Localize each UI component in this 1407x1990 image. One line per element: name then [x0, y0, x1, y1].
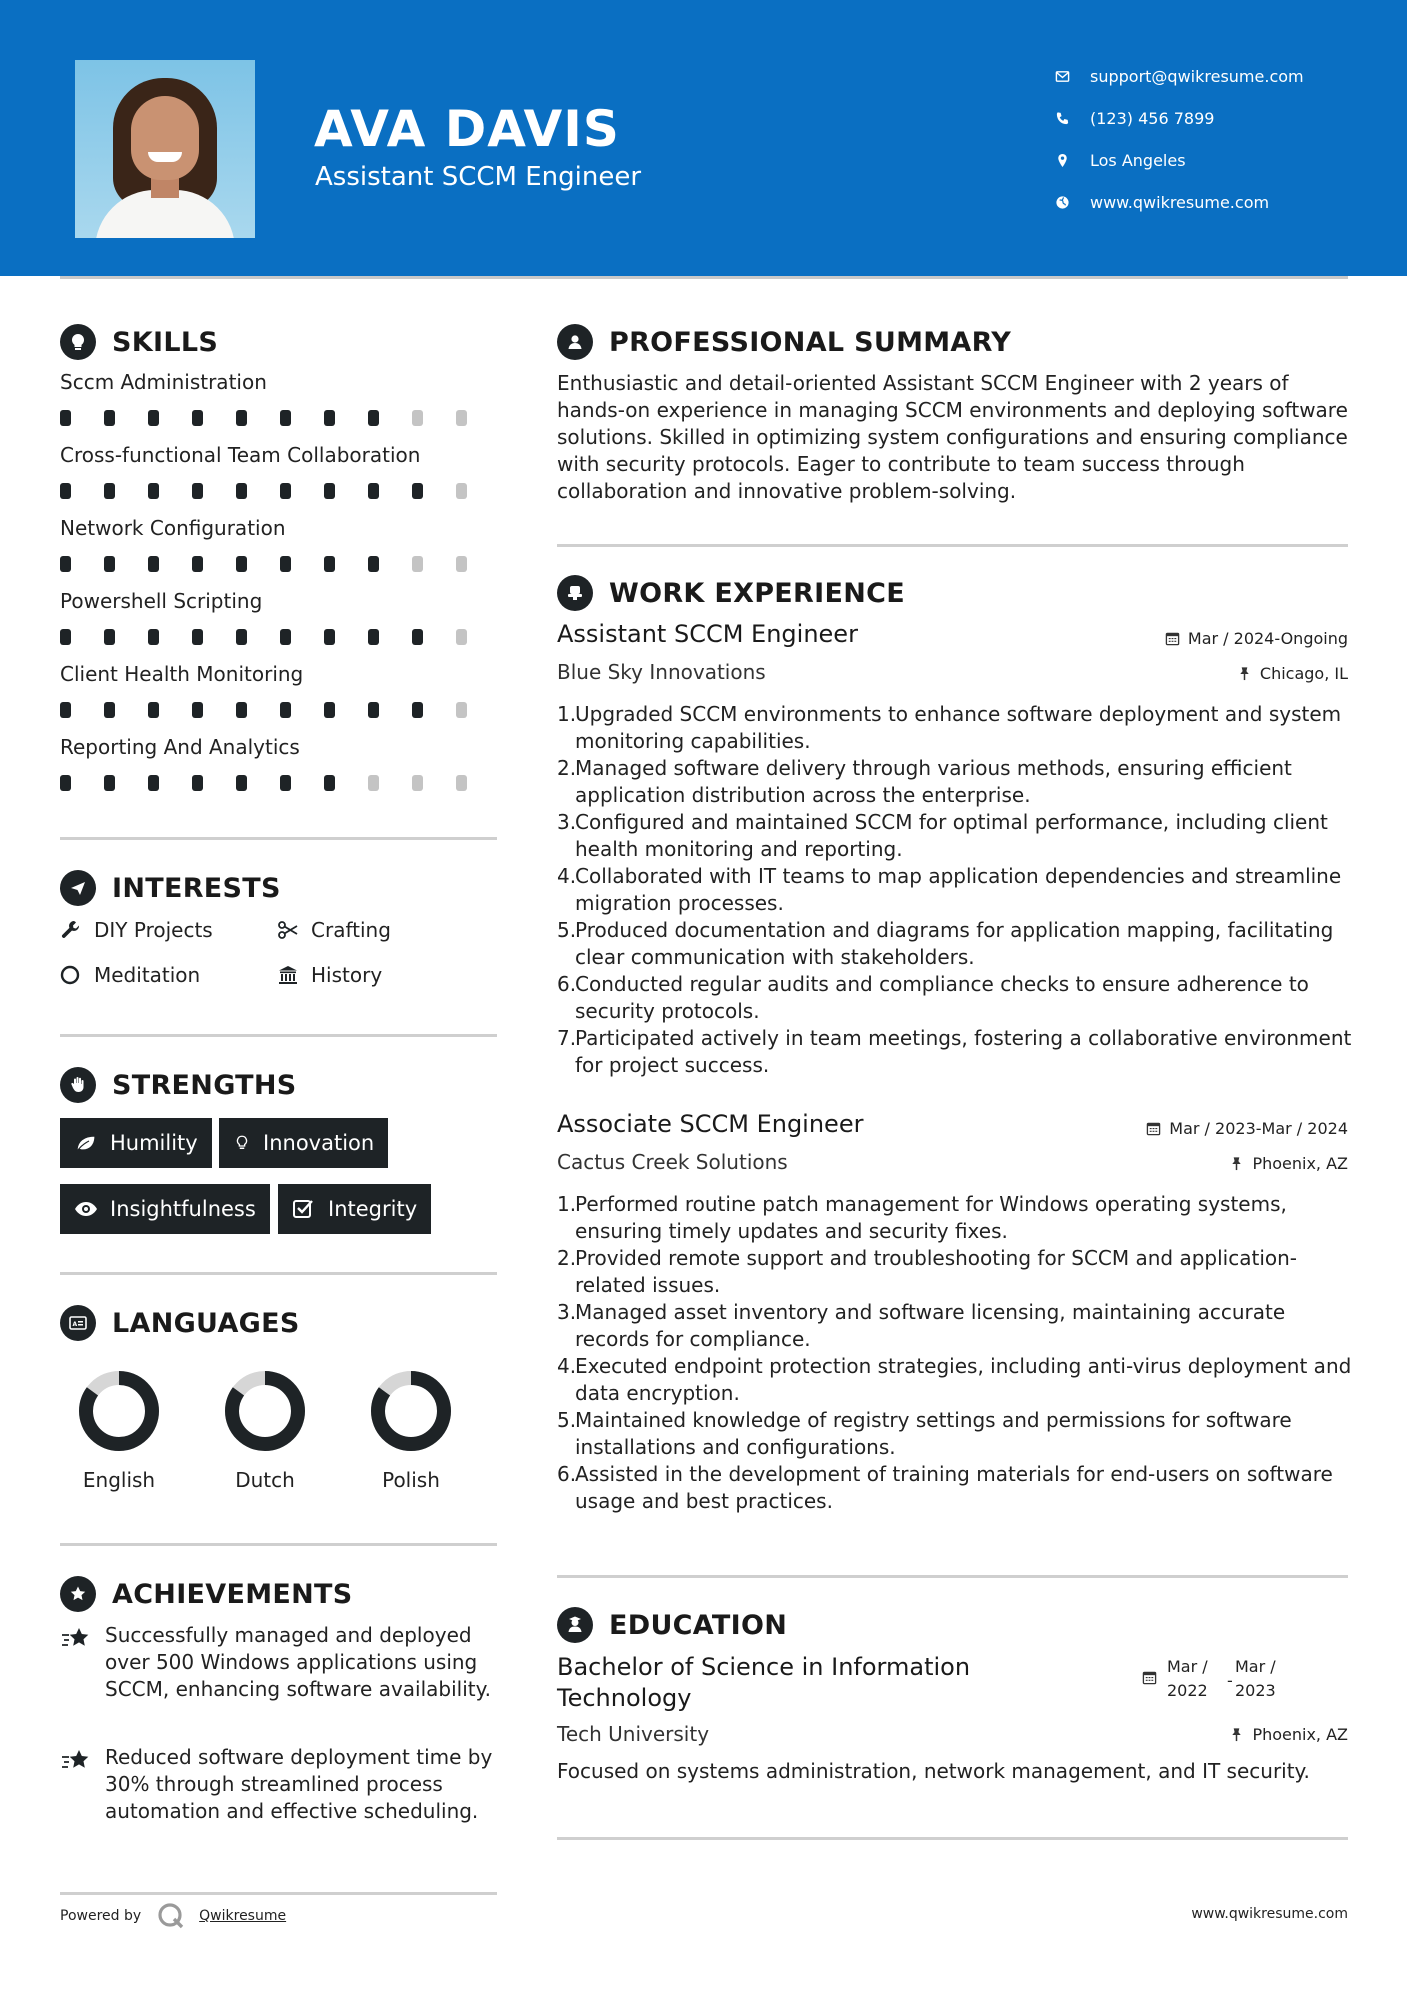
achievements-heading: ACHIEVEMENTS [60, 1576, 353, 1612]
list-item: 3. Configured and maintained SCCM for optimal performance, including client health monitoring and reporting. [557, 810, 1328, 861]
skill-dot [236, 702, 247, 718]
star-icon [60, 1748, 92, 1774]
pushpin-icon [1229, 1156, 1244, 1171]
skill-dot [60, 410, 71, 426]
skill-dot [148, 775, 159, 791]
summary-text: Enthusiastic and detail-oriented Assistant SCCM Engineer with 2 years of hands-on experience in managing SCCM environments and deploying software solutions. Skilled in optimizing system configurations and ensuring compliance with security protocols. Eager to contribute to team success through collaboration and innovative problem-solving. [557, 371, 1348, 503]
skill-dot [456, 410, 467, 426]
candidate-title: Assistant SCCM Engineer [315, 162, 642, 192]
experience-heading: WORK EXPERIENCE [557, 575, 905, 611]
skill-item [60, 735, 500, 791]
job-bullets [557, 1191, 1357, 1515]
eye-icon [74, 1198, 98, 1220]
skill-dot [368, 556, 379, 572]
skill-name: Cross-functional Team Collaboration [60, 443, 421, 467]
skill-dot [280, 556, 291, 572]
svg-text:A: A [72, 1321, 78, 1328]
contact-location [1055, 139, 1385, 181]
candidate-name: AVA DAVIS [314, 100, 620, 158]
language-name: Polish [382, 1468, 440, 1492]
strength-badge: Integrity [278, 1184, 431, 1234]
skill-dot [236, 556, 247, 572]
skill-dot [456, 702, 467, 718]
star-badge-icon [60, 1576, 96, 1612]
skill-name: Network Configuration [60, 516, 286, 540]
skill-dot [236, 483, 247, 499]
list-item: 4. Executed endpoint protection strategies, including anti-virus deployment and data encryption. [557, 1354, 1352, 1405]
language-ring [368, 1368, 454, 1454]
lightbulb-icon [233, 1132, 251, 1154]
section-divider [60, 1272, 497, 1275]
skill-dot [104, 483, 115, 499]
skill-dot [236, 775, 247, 791]
section-divider [60, 837, 497, 840]
job-title: Assistant SCCM Engineer [557, 620, 858, 648]
education-description: Focused on systems administration, network management, and IT security. [557, 1759, 1310, 1783]
skill-rating [60, 410, 500, 426]
skill-dot [368, 702, 379, 718]
strength-badge: Insightfulness [60, 1184, 270, 1234]
paper-plane-icon [60, 870, 96, 906]
skill-dot [324, 702, 335, 718]
skill-dot [60, 629, 71, 645]
strength-badge: Humility [60, 1118, 212, 1168]
calendar-icon [1146, 1121, 1161, 1136]
skill-item [60, 589, 500, 645]
list-item: 4. Collaborated with IT teams to map application dependencies and streamline migration processes. [557, 864, 1342, 915]
language-name: Dutch [235, 1468, 295, 1492]
skill-rating [60, 629, 500, 645]
skill-dot [60, 556, 71, 572]
footer-url[interactable]: www.qwikresume.com [1191, 1906, 1348, 1922]
wrench-icon [60, 919, 82, 941]
skill-dot [324, 556, 335, 572]
contact-email-text: support@qwikresume.com [1090, 66, 1304, 86]
powered-by [60, 1902, 286, 1930]
skill-rating [60, 702, 500, 718]
interest-item: History [277, 963, 382, 987]
skill-dot [280, 629, 291, 645]
skill-dot [60, 702, 71, 718]
skill-dot [280, 702, 291, 718]
section-divider [557, 1837, 1348, 1840]
list-item: 6. Conducted regular audits and compliance checks to ensure adherence to security protocols. [557, 972, 1309, 1023]
skill-dot [148, 702, 159, 718]
skill-dot [368, 775, 379, 791]
skill-dot [148, 483, 159, 499]
skill-dot [192, 775, 203, 791]
skill-dot [280, 483, 291, 499]
bank-icon [277, 964, 299, 986]
contact-website[interactable] [1055, 181, 1385, 223]
section-divider [557, 544, 1348, 547]
skill-dot [412, 483, 423, 499]
hand-icon [60, 1067, 96, 1103]
skill-dot [192, 556, 203, 572]
list-item: 5. Produced documentation and diagrams for application mapping, facilitating clear communication with stakeholders. [557, 918, 1334, 969]
contact-phone[interactable] [1055, 97, 1385, 139]
skill-dot [148, 629, 159, 645]
skill-dot [60, 775, 71, 791]
skill-dot [236, 410, 247, 426]
interest-item: Meditation [60, 963, 200, 987]
school-name: Tech University [557, 1722, 710, 1746]
skill-dot [324, 410, 335, 426]
section-divider [60, 1034, 497, 1037]
skill-item [60, 662, 500, 718]
interests-heading: INTERESTS [60, 870, 281, 906]
achievement-text: Successfully managed and deployed over 500 Windows applications using SCCM, enhancing software availability. [105, 1623, 491, 1701]
strength-badge: Innovation [219, 1118, 388, 1168]
resume-header [0, 0, 1407, 276]
skill-dot [148, 410, 159, 426]
skill-dot [192, 702, 203, 718]
education-date: Mar / 2022 - Mar / 2023 [1142, 1655, 1295, 1703]
skill-dot [60, 483, 71, 499]
circle-icon [60, 964, 82, 986]
contact-list [1055, 55, 1385, 223]
skill-dot [280, 775, 291, 791]
section-divider [60, 1892, 497, 1895]
job-location: Phoenix, AZ [1229, 1154, 1348, 1173]
education-location: Phoenix, AZ [1229, 1725, 1348, 1744]
skill-dot [456, 556, 467, 572]
skill-dot [192, 629, 203, 645]
section-divider [60, 1543, 497, 1546]
skill-dot [456, 483, 467, 499]
skill-dot [236, 629, 247, 645]
skill-dot [280, 410, 291, 426]
skill-name: Powershell Scripting [60, 589, 263, 613]
id-card-icon [60, 1305, 96, 1341]
interest-item: DIY Projects [60, 918, 213, 942]
contact-email[interactable] [1055, 55, 1385, 97]
skill-dot [104, 629, 115, 645]
skill-name: Client Health Monitoring [60, 662, 304, 686]
skill-dot [456, 775, 467, 791]
profile-photo [75, 60, 255, 238]
powered-by-label: Powered by [60, 1908, 142, 1924]
job-date: Mar / 2023-Mar / 2024 [1146, 1119, 1348, 1138]
skill-rating [60, 483, 500, 499]
envelope-icon [1055, 69, 1090, 84]
job-company: Cactus Creek Solutions [557, 1150, 788, 1174]
education-heading: EDUCATION [557, 1607, 787, 1643]
skill-dot [324, 483, 335, 499]
list-item: 2. Managed software delivery through various methods, ensuring efficient application distribution across the enterprise. [557, 756, 1292, 807]
lightbulb-icon [60, 324, 96, 360]
language-item [351, 1368, 471, 1492]
summary-heading: PROFESSIONAL SUMMARY [557, 324, 1011, 360]
interest-item: Crafting [277, 918, 391, 942]
check-square-icon [292, 1198, 316, 1220]
star-icon [60, 1626, 92, 1652]
skill-dot [104, 775, 115, 791]
achievement-item [60, 1622, 505, 1703]
globe-icon [1055, 195, 1090, 210]
skill-dot [368, 629, 379, 645]
contact-location-text: Los Angeles [1090, 150, 1186, 170]
skill-dot [412, 410, 423, 426]
job-company: Blue Sky Innovations [557, 660, 766, 684]
list-item: 3. Managed asset inventory and software licensing, maintaining accurate records for compliance. [557, 1300, 1286, 1351]
list-item: 5. Maintained knowledge of registry settings and permissions for software installations and configurations. [557, 1408, 1292, 1459]
achievement-item [60, 1744, 505, 1825]
calendar-icon [1165, 631, 1180, 646]
calendar-icon [1142, 1670, 1157, 1685]
skill-dot [104, 410, 115, 426]
job-bullets [557, 701, 1357, 1079]
list-item: 2. Provided remote support and troubleshooting for SCCM and application-related issues. [557, 1246, 1298, 1297]
job-location: Chicago, IL [1237, 664, 1348, 683]
skill-item [60, 370, 500, 426]
pushpin-icon [1229, 1727, 1244, 1742]
map-pin-icon [1055, 153, 1090, 168]
skill-dot [192, 410, 203, 426]
job-title: Associate SCCM Engineer [557, 1110, 864, 1138]
contact-phone-text: (123) 456 7899 [1090, 108, 1215, 128]
qwikresume-link[interactable]: Qwikresume [199, 1908, 287, 1924]
skill-dot [412, 629, 423, 645]
list-item: 1. Upgraded SCCM environments to enhance software deployment and system monitoring capabilities. [557, 702, 1342, 753]
user-icon [557, 324, 593, 360]
list-item: 7. Participated actively in team meetings, fostering a collaborative environment for project success. [557, 1026, 1352, 1077]
list-item: 6. Assisted in the development of training materials for end-users on software usage and best practices. [557, 1462, 1333, 1513]
skill-name: Reporting And Analytics [60, 735, 300, 759]
phone-icon [1055, 111, 1090, 126]
job-date: Mar / 2024-Ongoing [1165, 629, 1348, 648]
language-ring [76, 1368, 162, 1454]
skill-item [60, 516, 500, 572]
skills-heading: SKILLS [60, 324, 218, 360]
leaf-icon [74, 1132, 98, 1154]
language-item [205, 1368, 325, 1492]
language-ring [222, 1368, 308, 1454]
briefcase-icon [557, 575, 593, 611]
scissors-icon [277, 919, 299, 941]
contact-website-text: www.qwikresume.com [1090, 192, 1270, 212]
graduate-icon [557, 1607, 593, 1643]
skill-dot [412, 556, 423, 572]
skill-dot [104, 702, 115, 718]
skill-dot [368, 483, 379, 499]
skill-dot [368, 410, 379, 426]
skill-dot [148, 556, 159, 572]
skill-dot [412, 775, 423, 791]
skill-dot [104, 556, 115, 572]
header-divider [60, 276, 1348, 279]
language-name: English [82, 1468, 156, 1492]
language-item [59, 1368, 179, 1492]
skill-dot [324, 775, 335, 791]
skill-dot [192, 483, 203, 499]
skill-name: Sccm Administration [60, 370, 267, 394]
skill-item [60, 443, 500, 499]
skill-dot [324, 629, 335, 645]
strengths-heading: STRENGTHS [60, 1067, 297, 1103]
skill-rating [60, 775, 500, 791]
languages-heading: A LANGUAGES [60, 1305, 300, 1341]
achievement-text: Reduced software deployment time by 30% through streamlined process automation and effective scheduling. [105, 1745, 493, 1823]
skill-dot [456, 629, 467, 645]
section-divider [557, 1575, 1348, 1578]
list-item: 1. Performed routine patch management for Windows operating systems, ensuring timely updates and security fixes. [557, 1192, 1287, 1243]
skill-rating [60, 556, 500, 572]
skill-dot [412, 702, 423, 718]
pushpin-icon [1237, 666, 1252, 681]
degree-title: Bachelor of Science in Information Technology [557, 1653, 971, 1712]
qwikresume-logo-icon [157, 1902, 185, 1930]
